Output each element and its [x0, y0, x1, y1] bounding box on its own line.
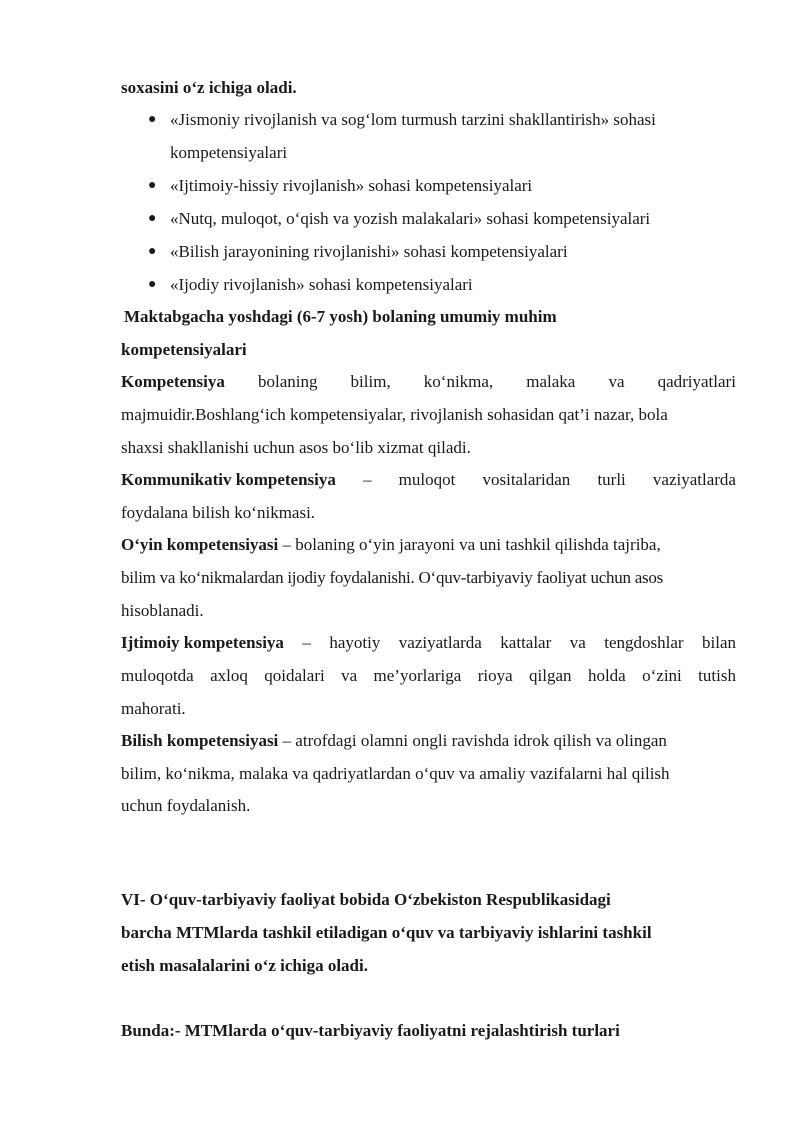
bullet-item: «Nutq, muloqot, o‘qish va yozish malakalari» sohasi kompetensiyalari — [170, 209, 651, 228]
bullet-marker: ● — [148, 112, 157, 127]
word: muloqotda — [121, 666, 194, 685]
section-vi-heading-continued: barcha MTMlarda tashkil etiladigan o‘quv va tarbiyaviy ishlarini tashkil — [121, 923, 652, 942]
word: holda — [587, 666, 626, 685]
word: – — [363, 470, 372, 489]
bullet-marker: ● — [148, 244, 157, 259]
word: muloqot — [398, 470, 456, 489]
paragraph-line — [121, 535, 661, 555]
word: – — [302, 633, 311, 652]
word: qilgan — [529, 666, 572, 685]
paragraph-line: bilim va ko‘nikmalardan ijodiy foydalanishi. O‘quv-tarbiyaviy faoliyat uchun asos — [121, 568, 664, 587]
word: vaziyatlarda — [398, 633, 482, 652]
word: hayotiy — [329, 633, 381, 652]
paragraph-line — [121, 633, 736, 653]
word: qoidalari — [264, 666, 325, 685]
word: bilan — [702, 633, 736, 652]
paragraph-line: shaxsi shakllanishi uchun asos bo‘lib xizmat qiladi. — [121, 438, 471, 457]
bullet-marker: ● — [148, 277, 157, 292]
bullet-item-continued: kompetensiyalari — [170, 143, 288, 162]
word: kattalar — [500, 633, 552, 652]
section-vi-heading: VI- O‘quv-tarbiyaviy faoliyat bobida O‘zbekiston Respublikasidagi — [121, 890, 611, 909]
word: bolaning — [257, 372, 318, 391]
section-heading: Maktabgacha yoshdagi (6-7 yosh) bolaning umumiy muhim — [124, 307, 557, 326]
term-bilish: Bilish kompetensiyasi — [121, 731, 279, 750]
paragraph-line: majmuidir.Boshlang‘ich kompetensiyalar, rivojlanish sohasidan qat’i nazar, bola — [121, 405, 668, 424]
word: rioya — [477, 666, 513, 685]
paragraph-line: hisoblanadi. — [121, 601, 204, 620]
word: bilim, — [350, 372, 391, 391]
bullet-item: «Jismoniy rivojlanish va sog‘lom turmush tarzini shakllantirish» sohasi — [170, 110, 656, 129]
paragraph-line: bilim, ko‘nikma, malaka va qadriyatlardan o‘quv va amaliy vazifalarni hal qilish — [121, 764, 670, 783]
word: vositalaridan — [482, 470, 571, 489]
word: va — [341, 666, 358, 685]
paragraph-line — [121, 470, 736, 490]
term-oyin: O‘yin kompetensiyasi — [121, 535, 279, 554]
word: turli — [597, 470, 626, 489]
word: o‘zini — [642, 666, 682, 685]
word: me’yorlariga — [373, 666, 462, 685]
paragraph-text: – atrofdagi olamni ongli ravishda idrok qilish va olingan — [282, 731, 667, 750]
word: va — [569, 633, 586, 652]
term-kommunikativ: Kommunikativ kompetensiya — [121, 470, 336, 489]
bunda-heading: Bunda:- MTMlarda o‘quv-tarbiyaviy faoliyatni rejalashtirish turlari — [121, 1021, 620, 1040]
paragraph-line — [121, 731, 667, 751]
paragraph-line: foydalana bilish ko‘nikmasi. — [121, 503, 316, 522]
term-kompetensiya: Kompetensiya — [121, 372, 225, 391]
paragraph-line: mahorati. — [121, 699, 186, 718]
bullet-item: «Ijtimoiy-hissiy rivojlanish» sohasi kompetensiyalari — [170, 176, 533, 195]
word: malaka — [526, 372, 576, 391]
paragraph-line: uchun foydalanish. — [121, 796, 251, 815]
intro-tail: soxasini o‘z ichiga oladi. — [121, 78, 297, 97]
paragraph-line — [121, 372, 736, 392]
word: vaziyatlarda — [652, 470, 736, 489]
paragraph-text: – bolaning o‘yin jarayoni va uni tashkil qilishda tajriba, — [282, 535, 661, 554]
word: axloq — [210, 666, 248, 685]
word: qadriyatlari — [657, 372, 736, 391]
paragraph-line — [121, 666, 736, 686]
bullet-marker: ● — [148, 178, 157, 193]
bullet-item: «Bilish jarayonining rivojlanishi» sohasi kompetensiyalari — [170, 242, 568, 261]
section-heading-continued: kompetensiyalari — [121, 340, 247, 359]
word: tengdoshlar — [604, 633, 684, 652]
word: va — [608, 372, 625, 391]
word: ko‘nikma, — [423, 372, 494, 391]
section-vi-heading-continued: etish masalalarini o‘z ichiga oladi. — [121, 956, 368, 975]
term-ijtimoiy: Ijtimoiy kompetensiya — [121, 633, 284, 652]
bullet-item: «Ijodiy rivojlanish» sohasi kompetensiyalari — [170, 275, 473, 294]
bullet-marker: ● — [148, 211, 157, 226]
word: tutish — [698, 666, 736, 685]
